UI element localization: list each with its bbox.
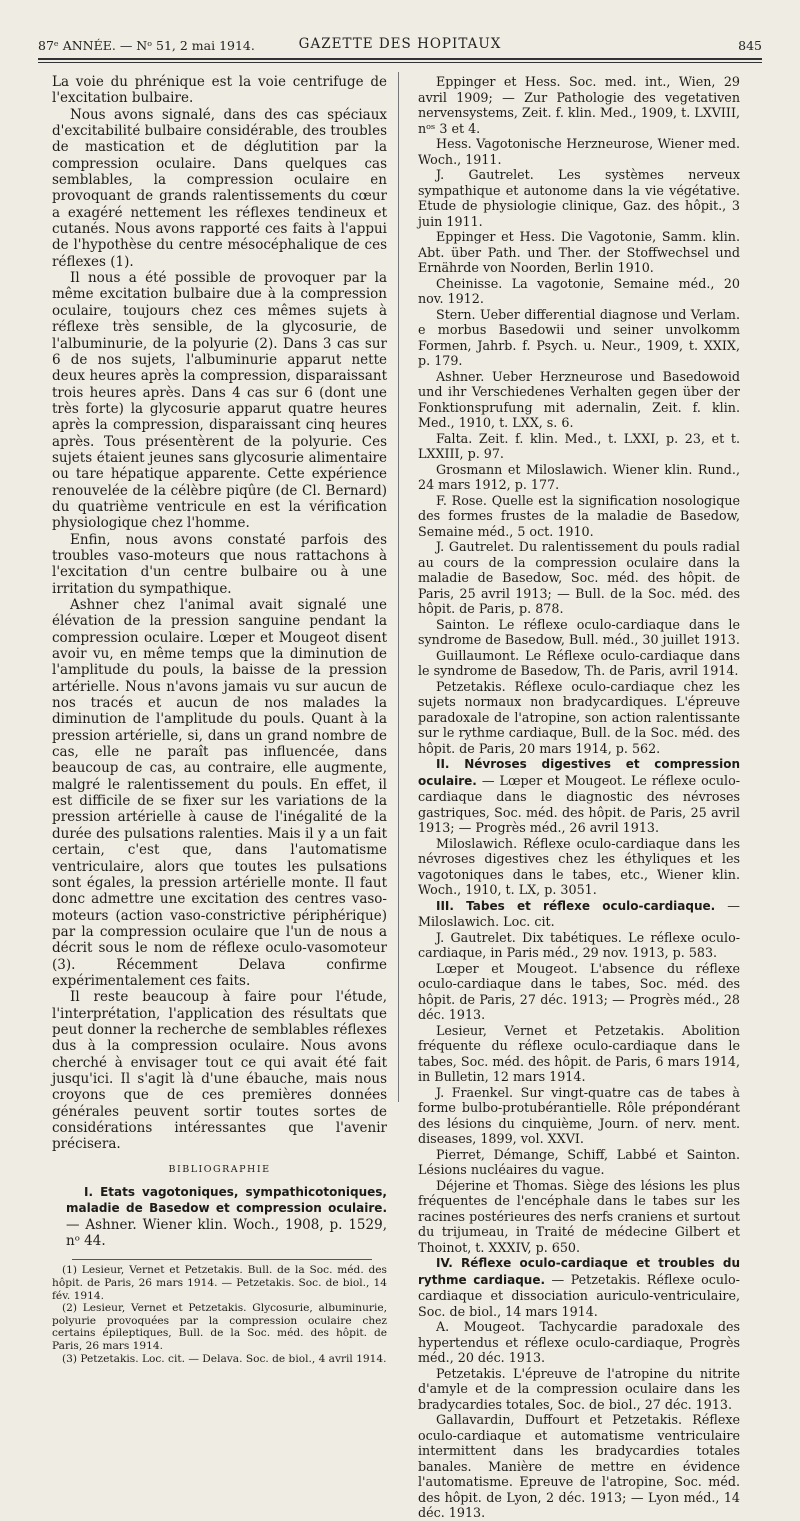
section-ref: — Miloslawich. Loc. cit. [418,897,740,929]
reference-list-d [404,1319,740,1521]
reference: Miloslawich. Réflexe oculo-cardiaque dans les névroses digestives chez les éthyliques et les vagotoniques dans le tabes, etc., Wiener klin. Woch., 1910, t. LX, p. 3051. [418,835,740,897]
reference: Hess. Vagotonische Herzneurose, Wiener med. Woch., 1911. [418,136,740,167]
reference: Falta. Zeit. f. klin. Med., t. LXXI, p. 23, et t. LXXIII, p. 97. [418,430,740,461]
section-title: I. Etats vagotoniques, sympathicotoniques, maladie de Basedow et compression oculaire. [66,1185,387,1216]
bibliography-section-4 [404,1255,740,1319]
paragraph: Il nous a été possible de provoquer par la même excitation bulbaire due à la compression oculaire, toujours chez ces mêmes sujets à réflexe très sensible, de la glycosurie, de l'albuminurie, de la polyurie (2). Dans 3 cas sur 6 de nos sujets, l'albuminurie apparut nette deux heures après la compression, disparaissant trois heures après. Dans 4 cas sur 6 (dont une très forte) la glycosurie apparut quatre heures après la compression, disparaissant cinq heures après. Tous présentèrent de la polyurie. Ces sujets étaient jeunes sans glycosurie alimentaire ou tare hépatique apparente. Cette expérience renouvelée de la célèbre piqûre (de Cl. Bernard) du quatrième ventricule en est la vérification physiologique chez l'homme. [52,270,387,532]
column-divider [398,72,399,1102]
reference-list-a [404,74,740,756]
reference: J. Gautrelet. Du ralentissement du pouls radial au cours de la compression oculaire dans la maladie de Basedow, Soc. méd. des hôpit. de Paris, 25 avril 1913; — Bull. de la Soc. méd. des hôpit. de Paris, p. 878. [418,539,740,616]
section-ref: — Petzetakis. Réflexe oculo-cardiaque et dissociation auriculo-ventriculaire, Soc. de biol., 14 mars 1914. [418,1271,740,1319]
reference: Lesieur, Vernet et Petzetakis. Abolition fréquente du réflexe oculo-cardiaque dans le tabes, Soc. méd. des hôpit. de Paris, 6 mars 1914, in Bulletin, 12 mars 1914. [418,1022,740,1084]
paragraph: Il reste beaucoup à faire pour l'étude, l'interprétation, l'application des résultats que peut donner la recherche de semblables réflexes dus à la compression oculaire. Nous avons cherché à envisager tout ce qui avait été fait jusqu'ici. Il s'agit là d'une ébauche, mais nous croyons que de ces premières données générales peuvent sortir toutes sortes de considérations intéressantes que l'avenir précisera. [52,989,387,1153]
reference: Grosmann et Miloslawich. Wiener klin. Rund., 24 mars 1912, p. 177. [418,461,740,492]
paragraph: Nous avons signalé, dans des cas spéciaux d'excitabilité bulbaire considérable, des troubles de mastication et de déglutition par la compression oculaire. Dans quelques cas semblables, la compression oculaire en provoquant de grands ralentissements du cœur a exagéré nettement les réflexes tendineux et cutanés. Nous avons rapporté ces faits à l'appui de l'hypothèse du centre mésocéphalique de ces réflexes (1). [52,106,387,270]
issue-info: 87ᵉ ANNÉE. — Nᵒ 51, 2 mai 1914. [38,38,255,53]
bibliography-heading: BIBLIOGRAPHIE [168,1163,271,1175]
reference: Petzetakis. Réflexe oculo-cardiaque chez les sujets normaux non bradycardiques. L'épreuve paradoxale de l'atropine, son action ralentissante sur le rythme cardiaque, Bull. de la Soc. méd. des hôpit. de Paris, 20 mars 1914, p. 562. [418,678,740,756]
reference: Stern. Ueber differential diagnose und Verlam. e morbus Basedowii und seiner unvolkomm Formen, Jahrb. f. Psych. u. Neur., 1909, t. XXIX, p. 179. [418,306,740,368]
footnotes [52,1264,387,1365]
bibliography-section-2 [404,756,740,836]
reference: Gallavardin, Duffourt et Petzetakis. Réflexe oculo-cardiaque et automatisme ventriculaire intermittent dans les bradycardies totales banales. Manière de mettre en évidence l'automatisme. Epreuve de l'atropine, Soc. méd. des hôpit. de Lyon, 2 déc. 1913; — Lyon méd., 14 déc. 1913. [418,1412,740,1520]
page-number: 845 [738,38,762,53]
reference: Déjerine et Thomas. Siège des lésions les plus fréquentes de l'encéphale dans le tabes sur les racines postérieures des nerfs craniens et surtout du trijumeau, in Traité de médecine Gilbert et Thoinot, t. XXXIV, p. 650. [418,1177,740,1255]
footnote: (3) Petzetakis. Loc. cit. — Delava. Soc. de biol., 4 avril 1914. [62,1352,387,1365]
reference: J. Fraenkel. Sur vingt-quatre cas de tabes à forme bulbo-protubérantielle. Rôle prépondérant des lésions du cinquième, Journ. of nerv. ment. diseases, 1899, vol. XXVI. [418,1084,740,1146]
footnote-rule [72,1259,372,1260]
reference: F. Rose. Quelle est la signification nosologique des formes frustes de la maladie de Basedow, Semaine méd., 5 oct. 1910. [418,492,740,539]
bibliography-section-3 [404,898,740,930]
reference: Lœper et Mougeot. L'absence du réflexe oculo-cardiaque dans le tabes, Soc. méd. des hôpit. de Paris, 27 déc. 1913; — Progrès méd., 28 déc. 1913. [418,960,740,1022]
reference: Pierret, Démange, Schiff, Labbé et Sainton. Lésions nucléaires du vague. [418,1146,740,1177]
right-column [404,74,740,1521]
reference: Ashner. Ueber Herzneurose und Basedowoid und ihr Verschiedenes Verhalten gegen über der Fonktionsprufung mit adernalin, Zeit. f. klin. Med., 1910, t. LXX, s. 6. [418,368,740,430]
section-title: II. Névroses digestives et compression oculaire. [418,757,740,788]
reference: Eppinger et Hess. Die Vagotonie, Samm. klin. Abt. über Path. und Ther. der Stoffwechsel und Ernährde von Noorden, Berlin 1910. [418,229,740,275]
reference: A. Mougeot. Tachycardie paradoxale des hypertendus et réflexe oculo-cardiaque, Progrès méd., 20 déc. 1913. [418,1319,740,1365]
paragraph: Enfin, nous avons constaté parfois des troubles vaso-moteurs que nous rattachons à l'excitation d'un centre bulbaire ou à une irritation du sympathique. [52,531,387,597]
journal-title: GAZETTE DES HOPITAUX [298,36,502,52]
reference: Eppinger et Hess. Soc. med. int., Wien, 29 avril 1909; — Zur Pathologie des vegetativen nervensystems, Zeit. f. klin. Med., 1909, t. LXVIII, nᵒˢ 3 et 4. [418,74,740,136]
section-title: IV. Réflexe oculo-cardiaque et troubles du rythme cardiaque. [418,1256,740,1287]
reference: J. Gautrelet. Dix tabétiques. Le réflexe oculo-cardiaque, in Paris méd., 29 nov. 1913, p. 583. [418,929,740,960]
paragraph: La voie du phrénique est la voie centrifuge de l'excitation bulbaire. [52,74,387,107]
section-title: III. Tabes et réflexe oculo-cardiaque. [436,898,716,913]
left-column [52,74,387,1365]
section-ref: — Ashner. Wiener klin. Woch., 1908, p. 1529, nᵒ 44. [66,1216,387,1250]
reference: Guillaumont. Le Réflexe oculo-cardiaque dans le syndrome de Basedow, Th. de Paris, avril 1914. [418,647,740,678]
reference: Petzetakis. L'épreuve de l'atropine du nitrite d'amyle et de la compression oculaire dans les bradycardies totales, Soc. de biol., 27 déc. 1913. [418,1365,740,1412]
reference-list-c [404,930,740,1256]
bibliography-section-1 [52,1184,387,1249]
reference: Sainton. Le réflexe oculo-cardiaque dans le syndrome de Basedow, Bull. méd., 30 juillet 1913. [418,616,740,647]
footnote: (2) Lesieur, Vernet et Petzetakis. Glycosurie, albuminurie, polyurie provoquées par la compression oculaire chez certains épileptiques, Bull. de la Soc. méd. des hôpit. de Paris, 26 mars 1914. [52,1302,387,1352]
header-rule-thick [38,58,762,60]
footnote: (1) Lesieur, Vernet et Petzetakis. Bull. de la Soc. méd. des hôpit. de Paris, 26 mars 1914. — Petzetakis. Soc. de biol., 14 fév. 1914. [52,1264,387,1302]
reference: J. Gautrelet. Les systèmes nerveux sympathique et autonome dans la vie végétative. Etude de physiologie clinique, Gaz. des hôpit., 3 juin 1911. [418,167,740,229]
section-ref: — Lœper et Mougeot. Le réflexe oculo-cardiaque dans le diagnostic des névroses gastriques, Soc. méd. des hôpit. de Paris, 25 avril 1913; — Progrès méd., 26 avril 1913. [418,772,740,835]
reference: Cheinisse. La vagotonie, Semaine méd., 20 nov. 1912. [418,275,740,306]
paragraph: Ashner chez l'animal avait signalé une élévation de la pression sanguine pendant la compression oculaire. Lœper et Mougeot disent avoir vu, en même temps que la diminution de l'amplitude du pouls, la baisse de la pression artérielle. Nous n'avons jamais vu sur aucun de nos tracés et aucun de nos malades la diminution de l'amplitude du pouls. Quant à la pression artérielle, si, dans un grand nombre de cas, elle ne paraît pas influencée, dans beaucoup de cas, au contraire, elle augmente, malgré le ralentissement du pouls. En effet, il est difficile de se fixer sur les variations de la pression artérielle à cause de l'inégalité de la durée des pulsations ralenties. Mais il y a un fait certain, c'est que, dans l'automatisme ventriculaire, alors que toutes les pulsations sont égales, la pression artérielle monte. Il faut donc admettre une excitation des centres vaso-moteurs (action vaso-constrictive périphérique) par la compression oculaire que l'un de nous a décrit sous le nom de réflexe oculo-vasomoteur (3). Récemment Delava confirme expérimentalement ces faits. [52,597,387,989]
page-header [38,28,762,60]
header-rule-thin [38,62,762,63]
